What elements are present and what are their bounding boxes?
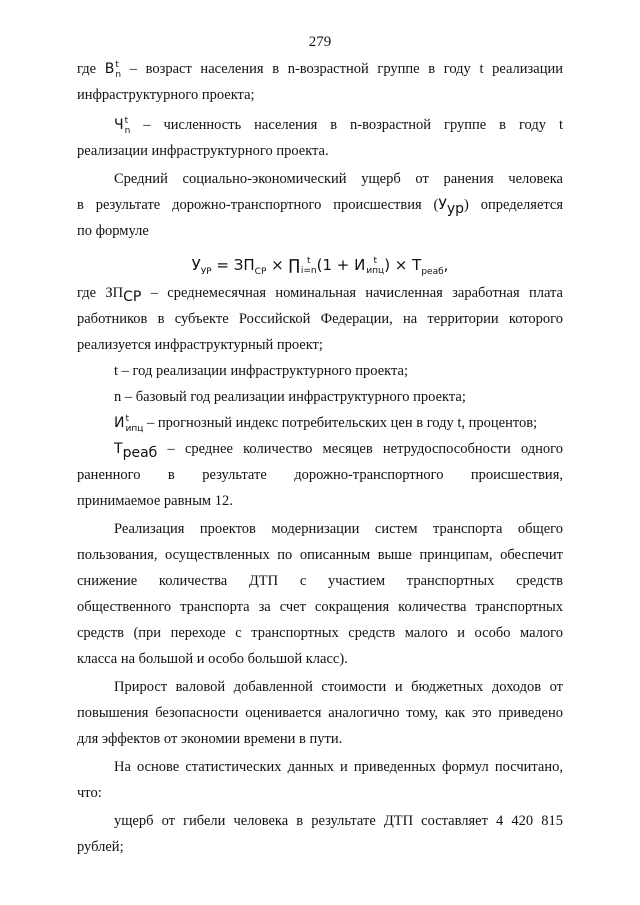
definition-n: n – базовый год реализации инфраструктурного проекта; [114, 389, 466, 405]
f-lhs-sub: УР [200, 267, 212, 277]
paragraph-value-added: Прирост валовой добавленной стоимости и бюджетных доходов от [114, 679, 563, 695]
definition-t: t – год реализации инфраструктурного проекта; [114, 363, 408, 379]
f-i-sub: ипц [366, 265, 385, 276]
paragraph-value-added-line2: повышения безопасности оценивается аналогично тому, как это приведено [77, 705, 563, 721]
paragraph-death-damage: ущерб от гибели человека в результате ДТП составляет 4 420 815 [114, 813, 563, 829]
definition-salary [77, 280, 563, 306]
f-paren: (1 + И [316, 256, 366, 274]
definition-rehab-text: – среднее количество месяцев нетрудоспособности одного [167, 441, 564, 457]
f-times: × ∏ [266, 256, 300, 274]
paragraph-statistics-line2: что: [77, 785, 102, 801]
definition-age: где В t n – возраст населения в n-возрастной группе в году t реализации [77, 59, 563, 80]
f-prod-sup: t [306, 255, 311, 266]
definition-rehab-line2: раненного в результате дорожно-транспортного происшествия, [77, 467, 563, 483]
text: ) определяется [464, 197, 563, 213]
paragraph-injury-line3: по формуле [77, 223, 149, 239]
sup-t: t [125, 413, 130, 424]
f-eq: = ЗП [211, 256, 255, 274]
sub-n: n [115, 69, 122, 80]
sub-ipc: ипц [125, 423, 144, 434]
f-lhs: У [191, 256, 201, 274]
text: в результате дорожно-транспортного происшествия ( [77, 197, 439, 213]
paragraph-statistics: На основе статистических данных и приведенных формул посчитано, [114, 759, 563, 775]
paragraph-modernization-line5: средств (при переходе с транспортных средств малого и особо малого [77, 625, 563, 641]
definition-cpi [114, 410, 563, 436]
page-number: 279 [308, 34, 332, 50]
paragraph-value-added-line3: для эффектов от экономии времени в пути. [77, 731, 343, 747]
paragraph-injury-intro: Средний социально-экономический ущерб от ранения человека [114, 171, 563, 187]
symbol-v: В [104, 61, 115, 77]
formula-injury-damage [0, 252, 640, 278]
f-prod-sub: i=n [300, 265, 317, 276]
paragraph-modernization: Реализация проектов модернизации систем транспорта общего [114, 521, 563, 537]
definition-rehab-line3: принимаемое равным 12. [77, 493, 233, 509]
f-t-sub: реаб [421, 267, 444, 277]
text: где ЗП [77, 285, 124, 301]
symbol-ch: Ч [114, 117, 124, 133]
sub-ur: ур [446, 200, 465, 217]
paragraph-death-damage-line2: рублей; [77, 839, 124, 855]
definition-rehab [114, 436, 563, 462]
definition-age-line2: инфраструктурного проекта; [77, 87, 255, 103]
sup-t: t [124, 115, 129, 126]
f-end: , [443, 256, 449, 274]
definition-population-line2: реализации инфраструктурного проекта. [77, 143, 329, 159]
definition-salary-line3: реализуется инфраструктурный проект; [77, 337, 323, 353]
symbol-u: У [438, 197, 447, 213]
symbol-i: И [114, 415, 125, 431]
sub-sr: СР [123, 288, 142, 305]
f-close: ) × Т [384, 256, 422, 274]
paragraph-modernization-line2: пользования, осуществленных по описанным выше принципам, обеспечит [77, 547, 563, 563]
paragraph-modernization-line4: общественного транспорта за счет сокращения количества транспортных [77, 599, 563, 615]
definition-cpi-text: – прогнозный индекс потребительских цен в году t, процентов; [146, 415, 538, 431]
sub-reab: реаб [122, 444, 158, 461]
definition-population-text: – численность населения в n-возрастной группе в году t [143, 117, 564, 133]
f-i-sup: t [373, 255, 378, 266]
paragraph-modernization-line6: класса на большой и особо большой класс). [77, 651, 348, 667]
paragraph-injury-line2 [77, 192, 563, 218]
f-zp-sub: СР [254, 267, 267, 277]
paragraph-modernization-line3: снижение количества ДТП с участием транспортных средств [77, 573, 563, 589]
definition-age-text: – возраст населения в n-возрастной группе в году t реализации [129, 61, 563, 77]
symbol-t: Т [114, 441, 123, 457]
definition-population [114, 112, 563, 138]
sub-n: n [124, 125, 131, 136]
definition-salary-line2: работников в субъекте Российской Федерации, на территории которого [77, 311, 563, 327]
definition-salary-text: – среднемесячная номинальная начисленная заработная плата [150, 285, 563, 301]
sup-t: t [115, 59, 119, 70]
